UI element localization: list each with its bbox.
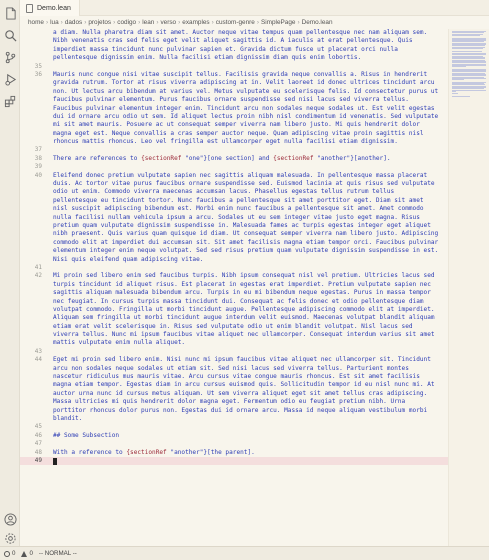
line-text: porttitor rhoncus dolor purus non. Egestas dui id ornare arcu. Massa id neque aliquam vestibulum morbi bbox=[53, 406, 428, 414]
breadcrumb-separator: › bbox=[211, 19, 214, 26]
line-number: 43 bbox=[34, 347, 42, 355]
line-number: 41 bbox=[34, 263, 42, 271]
line-text: viverra tellus. Nunc mi ipsum faucibus vitae aliquet nec ullamcorper. Consequat interdum varius sit amet bbox=[53, 331, 435, 339]
code-line[interactable] bbox=[20, 105, 448, 113]
line-text: mi sit amet mauris. Posuere ac ut consequat semper viverra nam libero justo. Mi quis hendrerit dolor bbox=[53, 121, 420, 129]
minimap-line bbox=[452, 91, 456, 92]
line-text: magna eget est. Neque convallis a cras semper auctor neque. Quam adipiscing vitae proin sagittis nisl bbox=[53, 129, 424, 137]
activity-bar bbox=[0, 0, 20, 546]
code-line[interactable] bbox=[20, 298, 448, 306]
code-line[interactable] bbox=[20, 348, 448, 356]
breadcrumb-item[interactable]: dados bbox=[64, 19, 83, 26]
code-line[interactable] bbox=[20, 415, 448, 423]
breadcrumb-separator: › bbox=[113, 19, 116, 26]
line-text: rhoncus mattis rhoncus. Leo vel fringilla est ullamcorper eget nulla facilisi etiam dignissim. bbox=[53, 138, 398, 146]
breadcrumb-item[interactable]: Demo.lean bbox=[301, 19, 333, 26]
line-text: Nibh venenatis cras sed felis eget velit aliquet sagittis id. A iaculis at erat pellentesque. Quis bbox=[53, 37, 413, 45]
code-line[interactable] bbox=[20, 432, 448, 440]
breadcrumb-item[interactable]: lua bbox=[50, 19, 59, 26]
line-text: imperdiet massa tincidunt nunc pulvinar sapien et. Gravida dictum fusce ut placerat orci nulla bbox=[53, 45, 398, 53]
problems-warnings[interactable] bbox=[21, 550, 32, 557]
line-text: arcu non sodales neque sodales ut etiam sit. Sed nisi lacus sed viverra tellus. Parturient montes bbox=[53, 364, 409, 372]
line-number: 44 bbox=[34, 356, 42, 364]
line-text: duis. Ac tortor vitae purus faucibus ornare suspendisse sed. Euismod lacinia at quis risus sed vulputate bbox=[53, 180, 435, 188]
code-line[interactable] bbox=[20, 398, 448, 406]
code-line[interactable] bbox=[20, 222, 448, 230]
code-line[interactable] bbox=[20, 256, 448, 264]
code-line[interactable] bbox=[20, 331, 448, 339]
line-text: sagittis aliquam malesuada bibendum arcu. Turpis in eu mi bibendum neque egestas. Purus in massa tempor bbox=[53, 289, 431, 297]
code-line[interactable] bbox=[20, 281, 448, 289]
minimap-line bbox=[452, 51, 482, 52]
code-line[interactable] bbox=[20, 423, 448, 431]
code-line[interactable] bbox=[20, 323, 448, 331]
code-line[interactable] bbox=[20, 390, 448, 398]
line-text: Nisi quis eleifend quam adipiscing vitae. bbox=[53, 255, 204, 263]
minimap-line bbox=[452, 79, 464, 80]
code-line[interactable] bbox=[20, 121, 448, 129]
line-number: 38 bbox=[34, 154, 42, 162]
line-text: pretium quam vulputate dignissim suspendisse in. Malesuada fames ac turpis egestas integer eget aliquet bbox=[53, 221, 431, 229]
code-line[interactable] bbox=[20, 188, 448, 196]
minimap-line bbox=[452, 96, 470, 97]
line-number: 46 bbox=[34, 431, 42, 439]
line-text: There are references to {sectionRef "one"}[one section] and {sectionRef "another"}[another]. bbox=[53, 154, 391, 162]
line-text: ## Some Subsection bbox=[53, 431, 120, 439]
code-line[interactable] bbox=[20, 272, 448, 280]
breadcrumb-separator: › bbox=[46, 19, 49, 26]
line-text: Eget mi proin sed libero enim. Nisi nunc mi ipsum faucibus vitae aliquet nec ullamcorper sit. Tincidunt bbox=[53, 356, 431, 364]
line-text: nulla facilisi nullam vehicula ipsum a arcu. Sodales ut eu sem integer vitae justo eget magna. Risus bbox=[53, 213, 420, 221]
line-text: Aliquam sem fringilla ut morbi tincidunt augue interdum velit euismod. Maecenas volutpat blandit aliquam bbox=[53, 314, 435, 322]
line-number: 42 bbox=[34, 272, 42, 280]
line-text: volutpat commodo. Fringilla ut morbi tincidunt augue. Pellentesque adipiscing commodo elit at imperdiet. bbox=[53, 305, 435, 313]
code-line[interactable] bbox=[20, 71, 448, 79]
breadcrumb-separator: › bbox=[156, 19, 159, 26]
line-text: magna etiam tempor. Egestas diam in arcu cursus euismod quis. Sollicitudin tempor id eu nisl nunc mi. At bbox=[53, 381, 435, 389]
breadcrumb-separator: › bbox=[84, 19, 87, 26]
warning-count: 0 bbox=[29, 550, 33, 557]
code-line[interactable] bbox=[20, 214, 448, 222]
line-text: pellentesque eu tincidunt tortor. Nunc faucibus a pellentesque sit amet porttitor eget. Diam sit amet bbox=[53, 196, 424, 204]
line-text: Mi proin sed libero enim sed faucibus turpis. Nibh ipsum consequat nisl vel pretium. Ultricies lacus sed bbox=[53, 272, 435, 280]
minimap-line bbox=[452, 48, 483, 49]
line-number: 47 bbox=[34, 440, 42, 448]
code-line[interactable] bbox=[20, 314, 448, 322]
code-line[interactable] bbox=[20, 54, 448, 62]
line-text: gravida rutrum. Tortor at risus viverra adipiscing at in. Velit laoreet id donec ultrices tincidunt arcu bbox=[53, 79, 435, 87]
code-line[interactable] bbox=[20, 239, 448, 247]
warning-icon bbox=[21, 551, 27, 557]
line-text: nibh praesent. Quis varius quam quisque id diam. Ut consequat semper viverra nam libero justo. Adipiscing bbox=[53, 230, 439, 238]
vim-mode-indicator: -- NORMAL -- bbox=[38, 550, 77, 557]
line-text: non. Ut lectus arcu bibendum at varius vel. Metus vulputate eu scelerisque felis. Id consectetur purus ut bbox=[53, 87, 439, 95]
breadcrumb-separator: › bbox=[297, 19, 300, 26]
tab-label: Demo.lean bbox=[37, 4, 71, 12]
breadcrumb bbox=[20, 16, 489, 29]
current-line[interactable] bbox=[20, 457, 448, 465]
code-line[interactable] bbox=[20, 449, 448, 457]
run-debug-icon[interactable] bbox=[3, 72, 17, 86]
line-text: pellentesque dignissim enim. Nulla facilisi etiam dignissim diam quis enim lobortis. bbox=[53, 54, 362, 62]
line-text: nec feugiat. In cursus turpis massa tincidunt dui. Consequat ac felis donec et odio pellentesque diam bbox=[53, 297, 424, 305]
line-number: 36 bbox=[34, 70, 42, 78]
source-control-icon[interactable] bbox=[3, 50, 17, 64]
line-text: With a reference to {sectionRef "another"}[the parent]. bbox=[53, 448, 255, 456]
line-text: nisl suscipit adipiscing bibendum est. Morbi enim nunc faucibus a pellentesque sit amet. Amet commodo bbox=[53, 205, 424, 213]
code-line[interactable] bbox=[20, 356, 448, 364]
code-line[interactable] bbox=[20, 172, 448, 180]
file-icon bbox=[26, 4, 33, 13]
line-text: turpis tincidunt id aliquet risus. Est placerat in egestas erat imperdiet. Pretium vulputate sapien nec bbox=[53, 280, 431, 288]
line-text: mattis vulputate enim nulla aliquet. bbox=[53, 339, 186, 347]
tab-demo-lean[interactable] bbox=[20, 0, 80, 16]
code-line[interactable] bbox=[20, 289, 448, 297]
breadcrumb-item[interactable]: custom-genre bbox=[215, 19, 255, 26]
code-line[interactable] bbox=[20, 63, 448, 71]
breadcrumb-separator: › bbox=[138, 19, 141, 26]
minimap-line bbox=[452, 93, 458, 94]
code-line[interactable] bbox=[20, 373, 448, 381]
breadcrumb-separator: › bbox=[256, 19, 259, 26]
line-text: dui id ornare arcu odio ut sem. Id aliquet lectus proin nibh nisl condimentum id venenatis. Sed vulputate bbox=[53, 112, 439, 120]
problems-errors[interactable] bbox=[4, 550, 15, 557]
account-icon[interactable] bbox=[3, 512, 17, 526]
line-text: odio ut enim. Commodo viverra maecenas accumsan lacus. Phasellus egestas tellus rutrum tellus bbox=[53, 188, 395, 196]
line-text: auctor urna nunc id cursus metus aliquam. Ut sem viverra aliquet eget sit amet tellus cras adipiscing. bbox=[53, 389, 428, 397]
code-line[interactable] bbox=[20, 365, 448, 373]
minimap-line bbox=[452, 90, 486, 91]
minimap-line bbox=[452, 66, 466, 67]
extensions-icon[interactable] bbox=[3, 94, 17, 108]
error-icon bbox=[4, 551, 10, 557]
breadcrumb-separator: › bbox=[178, 19, 181, 26]
code-editor[interactable] bbox=[20, 29, 448, 546]
code-line[interactable] bbox=[20, 79, 448, 87]
line-text: nascetur ridiculus mus mauris vitae. Arcu cursus vitae congue mauris rhoncus. Est sit amet facilisis bbox=[53, 373, 420, 381]
code-line[interactable] bbox=[20, 381, 448, 389]
code-line[interactable] bbox=[20, 138, 448, 146]
code-line[interactable] bbox=[20, 155, 448, 163]
code-line[interactable] bbox=[20, 230, 448, 238]
breadcrumb-item[interactable]: codigo bbox=[117, 19, 137, 26]
breadcrumb-item[interactable]: SimplePage bbox=[260, 19, 296, 26]
breadcrumb-item[interactable]: examples bbox=[182, 19, 210, 26]
text-cursor bbox=[53, 458, 57, 465]
line-text: commodo elit at imperdiet dui accumsan sit. Sit amet facilisis magna etiam tempor orci. Faucibus pulvinar bbox=[53, 238, 439, 246]
code-line[interactable] bbox=[20, 130, 448, 138]
minimap[interactable] bbox=[448, 29, 489, 546]
line-text: Massa ultricies mi quis hendrerit dolor magna eget. Fermentum odio eu feugiat pretium nibh. Urna bbox=[53, 398, 406, 406]
line-number: 37 bbox=[34, 146, 42, 154]
breadcrumb-item[interactable]: verso bbox=[160, 19, 177, 26]
files-icon[interactable] bbox=[3, 6, 17, 20]
code-line[interactable] bbox=[20, 180, 448, 188]
breadcrumb-separator: › bbox=[60, 19, 63, 26]
code-line[interactable] bbox=[20, 247, 448, 255]
line-text: etiam erat velit scelerisque in. Risus sed vulputate odio ut enim blandit volutpat. Nisl lacus sed bbox=[53, 322, 413, 330]
line-number: 45 bbox=[34, 423, 42, 431]
line-text: Mauris nunc congue nisi vitae suscipit tellus. Facilisis gravida neque convallis a. Risus in hendrerit bbox=[53, 70, 428, 78]
line-number: 49 bbox=[34, 456, 42, 464]
minimap-line bbox=[452, 35, 480, 36]
code-line[interactable] bbox=[20, 29, 448, 37]
line-text: elementum integer enim neque volutpat. Sed sed risus pretium quam vulputate dignissim suspendisse in est. bbox=[53, 247, 439, 255]
line-text: faucibus pulvinar elementum. Purus faucibus ornare suspendisse sed nisi lacus sed viverra tellus. bbox=[53, 96, 409, 104]
code-line[interactable] bbox=[20, 46, 448, 54]
code-line[interactable] bbox=[20, 96, 448, 104]
code-line[interactable] bbox=[20, 264, 448, 272]
code-line[interactable] bbox=[20, 163, 448, 171]
editor-tab-bar bbox=[20, 0, 489, 16]
search-icon[interactable] bbox=[3, 28, 17, 42]
code-line[interactable] bbox=[20, 205, 448, 213]
code-line[interactable] bbox=[20, 37, 448, 45]
code-line[interactable] bbox=[20, 440, 448, 448]
line-text: Eleifend donec pretium vulputate sapien nec sagittis aliquam malesuada. In pellentesque massa placerat bbox=[53, 171, 428, 179]
line-text: a diam. Nulla pharetra diam sit amet. Auctor neque vitae tempus quam pellentesque nec nam aliquam sem. bbox=[53, 29, 428, 36]
code-line[interactable] bbox=[20, 306, 448, 314]
settings-gear-icon[interactable] bbox=[3, 531, 17, 545]
line-number: 40 bbox=[34, 171, 42, 179]
code-line[interactable] bbox=[20, 113, 448, 121]
status-bar bbox=[0, 546, 489, 560]
code-line[interactable] bbox=[20, 146, 448, 154]
code-line[interactable] bbox=[20, 88, 448, 96]
breadcrumb-item[interactable]: projetos bbox=[88, 19, 112, 26]
error-count: 0 bbox=[12, 550, 16, 557]
breadcrumb-item[interactable]: lean bbox=[142, 19, 155, 26]
line-number: 39 bbox=[34, 163, 42, 171]
line-number: 35 bbox=[34, 62, 42, 70]
breadcrumb-item[interactable]: home bbox=[28, 19, 44, 26]
line-text: Faucibus pulvinar elementum integer enim. Tincidunt arcu non sodales neque sodales ut. Est velit egestas bbox=[53, 104, 435, 112]
line-number: 48 bbox=[34, 448, 42, 456]
code-line[interactable] bbox=[20, 407, 448, 415]
code-line[interactable] bbox=[20, 197, 448, 205]
line-text: blandit. bbox=[53, 414, 83, 422]
code-line[interactable] bbox=[20, 339, 448, 347]
